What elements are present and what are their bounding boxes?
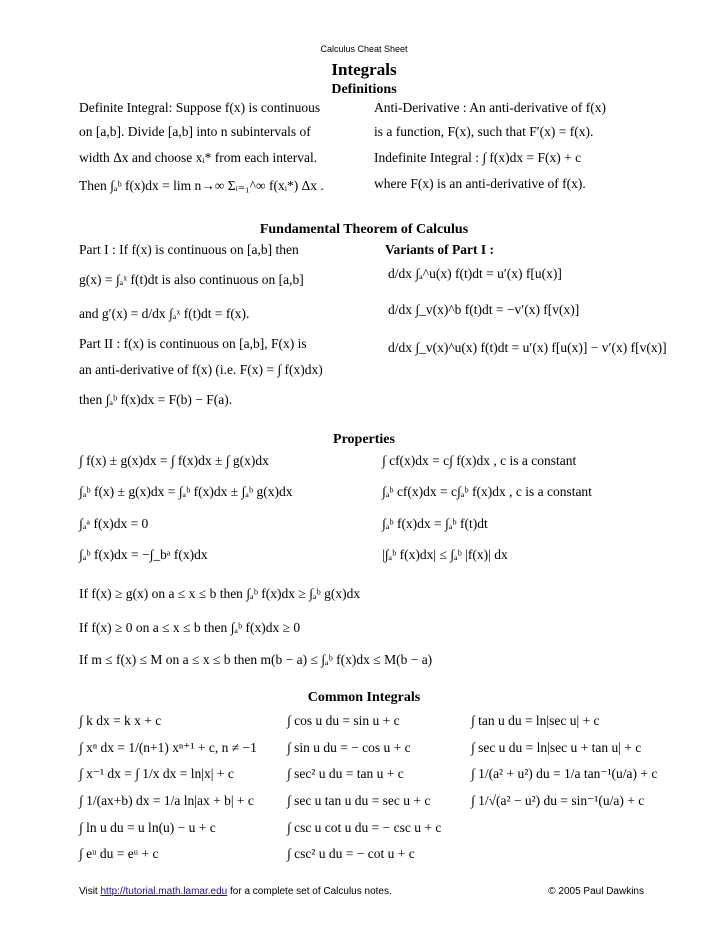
definition-line: Then ∫ₐᵇ f(x)dx = lim n→∞ Σᵢ₌₁^∞ f(xᵢ*) Δx . xyxy=(79,178,324,193)
copyright: © 2005 Paul Dawkins xyxy=(548,886,644,897)
variant-formula: d/dx ∫_v(x)^u(x) f(t)dt = u′(x) f[u(x)] − v′(x) f[v(x)] xyxy=(388,340,667,355)
definition-line: width Δx and choose xᵢ* from each interval. xyxy=(79,150,318,165)
common-integral: ∫ 1/√(a² − u²) du = sin⁻¹(u/a) + c xyxy=(471,793,645,808)
common-integral: ∫ sec² u du = tan u + c xyxy=(287,766,404,781)
definition-line: where F(x) is an anti-derivative of f(x). xyxy=(374,176,586,191)
common-integral: ∫ csc² u du = − cot u + c xyxy=(287,846,415,861)
common-integral: ∫ csc u cot u du = − csc u + c xyxy=(287,820,442,835)
definition-line: Definite Integral: Suppose f(x) is continuous xyxy=(79,100,321,115)
variant-formula: d/dx ∫ₐ^u(x) f(t)dt = u′(x) f[u(x)] xyxy=(388,266,562,281)
footer-prefix: Visit xyxy=(79,886,98,897)
footer-note xyxy=(79,884,392,900)
section-heading-properties: Properties xyxy=(333,432,395,447)
common-integral: ∫ k dx = k x + c xyxy=(79,713,162,728)
property-inequality: If f(x) ≥ 0 on a ≤ x ≤ b then ∫ₐᵇ f(x)dx ≥ 0 xyxy=(79,620,301,635)
common-integral: ∫ sin u du = − cos u + c xyxy=(287,740,411,755)
common-integral: ∫ 1/(ax+b) dx = 1/a ln|ax + b| + c xyxy=(79,793,254,808)
section-heading-ftc: Fundamental Theorem of Calculus xyxy=(259,222,469,237)
ftc-line: then ∫ₐᵇ f(x)dx = F(b) − F(a). xyxy=(79,392,233,407)
page-title: Integrals xyxy=(331,60,397,79)
header-text: Calculus Cheat Sheet xyxy=(320,44,408,54)
common-integral: ∫ sec u tan u du = sec u + c xyxy=(287,793,431,808)
common-integral: ∫ x⁻¹ dx = ∫ 1/x dx = ln|x| + c xyxy=(79,766,234,781)
property-formula: ∫ₐᵇ f(x)dx = −∫_bᵃ f(x)dx xyxy=(79,547,208,562)
property-inequality: If f(x) ≥ g(x) on a ≤ x ≤ b then ∫ₐᵇ f(x)dx ≥ ∫ₐᵇ g(x)dx xyxy=(79,586,361,601)
common-integral: ∫ tan u du = ln|sec u| + c xyxy=(471,713,600,728)
variant-formula: d/dx ∫_v(x)^b f(t)dt = −v′(x) f[v(x)] xyxy=(388,302,580,317)
common-integral: ∫ cos u du = sin u + c xyxy=(287,713,400,728)
common-integral: ∫ ln u du = u ln(u) − u + c xyxy=(79,820,216,835)
property-formula: ∫ f(x) ± g(x)dx = ∫ f(x)dx ± ∫ g(x)dx xyxy=(79,453,269,468)
ftc-line: and g′(x) = d/dx ∫ₐˣ f(t)dt = f(x). xyxy=(79,306,250,321)
property-formula: ∫ₐᵇ cf(x)dx = c∫ₐᵇ f(x)dx , c is a constant xyxy=(382,484,592,499)
common-integral: ∫ 1/(a² + u²) du = 1/a tan⁻¹(u/a) + c xyxy=(471,766,658,781)
property-formula: |∫ₐᵇ f(x)dx| ≤ ∫ₐᵇ |f(x)| dx xyxy=(382,547,508,562)
definition-line: is a function, F(x), such that F′(x) = f(x). xyxy=(374,124,594,139)
section-heading-common: Common Integrals xyxy=(307,690,421,705)
common-integral: ∫ sec u du = ln|sec u + tan u| + c xyxy=(471,740,642,755)
property-inequality: If m ≤ f(x) ≤ M on a ≤ x ≤ b then m(b − a) ≤ ∫ₐᵇ f(x)dx ≤ M(b − a) xyxy=(79,652,433,667)
definition-line: Indefinite Integral : ∫ f(x)dx = F(x) + c xyxy=(374,150,582,165)
property-formula: ∫ₐᵇ f(x)dx = ∫ₐᵇ f(t)dt xyxy=(382,516,488,531)
ftc-line: Part II : f(x) is continuous on [a,b], F(x) is xyxy=(79,336,307,351)
section-heading-definitions: Definitions xyxy=(331,82,397,97)
ftc-line: an anti-derivative of f(x) (i.e. F(x) = ∫ f(x)dx) xyxy=(79,362,323,377)
common-integral: ∫ xⁿ dx = 1/(n+1) xⁿ⁺¹ + c, n ≠ −1 xyxy=(79,740,257,755)
property-formula: ∫ cf(x)dx = c∫ f(x)dx , c is a constant xyxy=(382,453,577,468)
ftc-line: Part I : If f(x) is continuous on [a,b] then xyxy=(79,242,299,257)
variants-title: Variants of Part I : xyxy=(385,242,494,257)
common-integral: ∫ eᵘ du = eᵘ + c xyxy=(79,846,159,861)
definition-line: Anti-Derivative : An anti-derivative of f(x) xyxy=(374,100,607,115)
footer-link[interactable]: http://tutorial.math.lamar.edu xyxy=(100,886,228,897)
definition-line: on [a,b]. Divide [a,b] into n subintervals of xyxy=(79,124,311,139)
footer-suffix: for a complete set of Calculus notes. xyxy=(230,886,392,897)
ftc-line: g(x) = ∫ₐˣ f(t)dt is also continuous on [a,b] xyxy=(79,272,304,287)
property-formula: ∫ₐᵇ f(x) ± g(x)dx = ∫ₐᵇ f(x)dx ± ∫ₐᵇ g(x)dx xyxy=(79,484,293,499)
property-formula: ∫ₐᵃ f(x)dx = 0 xyxy=(79,516,149,531)
